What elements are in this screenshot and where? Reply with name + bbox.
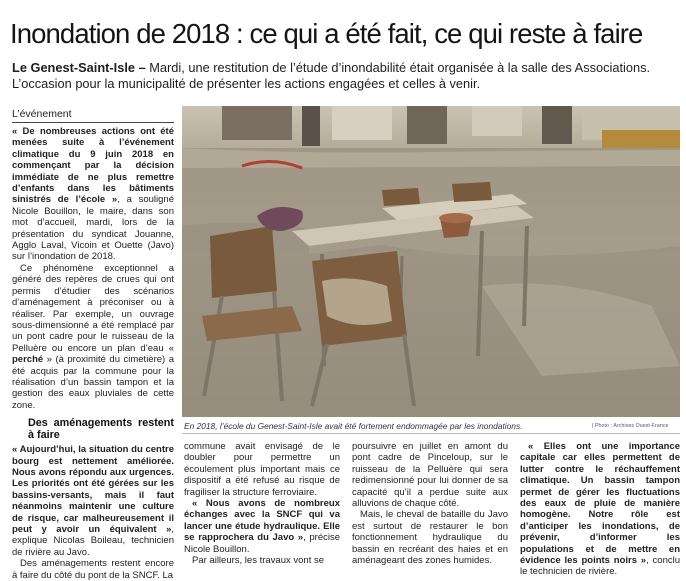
photo-credit: | Photo : Archives Ouest-France: [592, 423, 669, 429]
subheading: Des aménagements restent à faire: [28, 417, 174, 442]
col3-paragraph-1: poursuivre en juillet en amont du pont cadre de Pinceloup, sur le ruisseau de la Pelluère qui sera redimensionné pour lui donner de sa capacité qu’il a perdue suite aux alluvions de chaque côté.: [352, 441, 508, 510]
column-1: [12, 126, 174, 581]
col3-paragraph-2: Mais, le cheval de bataille du Javo est surtout de restaurer le bon fonctionnement hydraulique du bassin en recréant des haies et en aménageant des zones humides.: [352, 509, 508, 567]
col2-paragraph-3: Par ailleurs, les travaux vont se: [192, 555, 325, 567]
col2-quote: « Nous avons de nombreux échanges avec la SNCF qui va lancer une étude hydraulique. Elle se rapprochera du Javo »: [184, 498, 340, 544]
col2-paragraph-1: commune avait envisagé de le doubler pour permettre un écoulement plus important mais ce dispositif a été refusé au risque de fragiliser la structure ferroviaire.: [184, 441, 340, 498]
photo-illustration: [182, 106, 680, 417]
flooded-school-photo: [182, 106, 680, 417]
col2-paragraph-2: [184, 498, 340, 555]
col4-quote: « Elles ont une importance capitale car elles permettent de lutter contre le réchauffement climatique. Un bassin tampon permet de gérer les fluctuations des eaux de pluie de manière homogène. Notre rôle est d’anticiper les inondations, de prévenir, d’informer les populations et de mettre en évidence les points noirs »: [520, 441, 680, 567]
section-tag: L’événement: [12, 108, 72, 120]
col1-quote-2: « Aujourd’hui, la situation du centre bourg est nettement améliorée. Nous avons répondu aux urgences. Les priorités ont été gérées sur les bassins-versants, mais il faut néanmoins maintenir une culture de risque, car malheureusement il peut y avoir un équivalent »: [12, 444, 174, 535]
col1-text-2b: » (à proximité du cimetière) a été acquis par la commune pour la réalisation d’un bassin tampon et la gestion des eaux pluviales de cette zone.: [12, 354, 174, 411]
col1-text-1: , a souligné Nicole Bouillon, le maire, dans son mot d’accueil, mardi, lors de la présentation du syndicat Jouanne, Agglo Laval, Vicoin et Ouette (Javo) sur l’inondation de 2018.: [12, 194, 174, 263]
column-3: [352, 441, 508, 566]
col1-paragraph-2: [12, 263, 174, 411]
photo-caption: En 2018, l’école du Genest-Saint-Isle avait été fortement endommagée par les inondations.: [184, 421, 523, 431]
section-rule: [12, 122, 174, 123]
col4-paragraph-1: [520, 441, 680, 578]
article-headline: Inondation de 2018 : ce qui a été fait, ce qui reste à faire: [10, 18, 643, 49]
col1-text-2a: Ce phénomène exceptionnel a généré des repères de crues qui ont permis d’étudier des scénarios d’aménagement à préconiser ou à réaliser. Par exemple, un ouvrage sous-dimensionné a été remplacé par un pont cadre pour le ruisseau de la Pelluère ou encore un plan d’eau «: [12, 262, 174, 354]
col1-quote-1: « De nombreuses actions ont été menées suite à l’événement climatique du 9 juin 2018 en commençant par la décision immédiate de ne plus remettre d’enfants dans les bâtiments sinistrés de l’école »: [12, 126, 174, 206]
column-4: [520, 441, 680, 578]
col4-text: , conclu le technicien de rivière.: [520, 555, 680, 578]
col2-text-2: , précise Nicole Bouillon.: [184, 532, 340, 555]
col1-quote-perche: perché: [12, 354, 44, 366]
lead-text: Mardi, une restitution de l’étude d’inondabilité était organisée à la salle des Associations. L’occasion pour la municipalité de présenter les actions engagées et celles à venir.: [12, 60, 651, 91]
caption-rule: [182, 433, 680, 434]
column-2: [184, 441, 340, 566]
lead-place: Le Genest-Saint-Isle –: [12, 60, 146, 75]
article-lead: [12, 60, 680, 92]
col1-paragraph-1: [12, 126, 174, 263]
col1-paragraph-4: Des aménagements restent encore à faire du côté du pont de la SNCF. La: [12, 558, 174, 581]
col1-text-3: , explique Nicolas Boileau, technicien de rivière au Javo.: [12, 524, 174, 558]
col1-paragraph-3: [12, 444, 174, 558]
